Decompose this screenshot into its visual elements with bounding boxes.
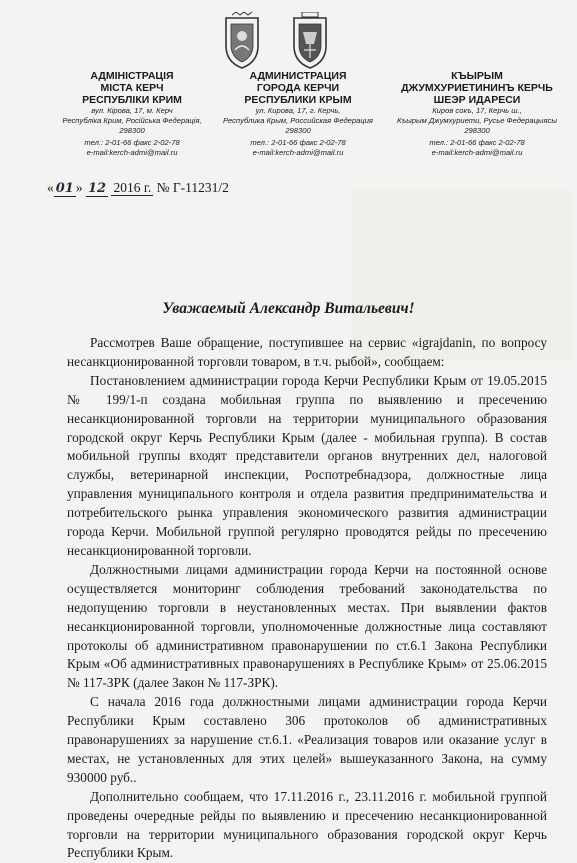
letterhead-line: МІСТА КЕРЧ (100, 82, 164, 94)
letterhead-phone: тел.: 2-01-66 факс 2-02-78 (84, 138, 180, 147)
reference-number: № Г-11231/2 (156, 180, 229, 195)
letterhead-address: Къырым Джумхуриети, Русье Федерацыясы (397, 116, 557, 125)
body-paragraph: Должностными лицами администрации города Керчи на постоянной основе осуществляется мониторинг соблюдения требований законодательства по недопущению торговли в неустановленных местах. При выявлении фактов несанкционированной торговли, уполномоченные должностные лица составляют протоколы об административном правонарушении по ст.6.1 Закона Республики Крым «Об административных правонарушениях в Республике Крым» от 25.06.2015 № 117-ЗРК (далее Закон № 117-ЗРК). (67, 561, 547, 691)
letterhead-zip: 298300 (285, 126, 311, 135)
body-paragraph: Дополнительно сообщаем, что 17.11.2016 г., 23.11.2016 г. мобильной группой проведены очередные рейды по выявлению и пресечению несанкционированной торговли на территории муниципального образования городской округ Керчь Республики Крым. (67, 788, 547, 861)
reference-month: 12 (87, 181, 107, 196)
reference-day: 01 (55, 181, 74, 196)
body-paragraph: Рассмотрев Ваше обращение, поступившее на сервис «igrajdanin, по вопросу несанкционированной торговли товаром, в т.ч. рыбой», сообщаем: (67, 335, 547, 369)
letter-body (67, 334, 547, 863)
reference-line: « 01 » 12 2016 г. № Г-11231/2 (47, 180, 229, 196)
letterhead-russian (214, 70, 382, 158)
letterhead-email: e-mail:kerch-admi@mail.ru (431, 148, 523, 157)
letterhead-zip: 298300 (119, 126, 145, 135)
body-paragraph: С начала 2016 года должностными лицами администрации города Керчи Республики Крым составлено 306 протоколов об административных правонарушениях за нарушение ст.6.1. «Реализация товаров или оказание услуг в местах, не установленных для этих целей» вышеуказанного Закона, на сумму 930000 руб.. (67, 694, 547, 785)
letterhead-crimean-tatar (378, 70, 576, 158)
letterhead-line: АДМІНІСТРАЦІЯ (90, 70, 174, 82)
kerch-coat-of-arms-icon (290, 12, 330, 70)
letterhead-line: ГОРОДА КЕРЧИ (256, 82, 340, 94)
letterhead-line: РЕСПУБЛИКИ КРЫМ (244, 94, 352, 106)
letterhead-line: КЪЫРЫМ (451, 70, 503, 82)
body-paragraph: Постановлением администрации города Керчи Республики Крым от 19.05.2015 № 199/1-п создана мобильная группа по выявлению и пресечению несанкционированной торговли на территории муниципального образования городской округ Керчь Республики Крым (далее - мобильная группа). В состав мобильной группы входят представители органов внутренних дел, налоговой службы, ветеринарной инспекции, Роспотребнадзора, должностные лица управления муниципального контроля и отдела развития предпринимательства и потребительского рынка управления экономического развития администрации города Керчи. Мобильной группой регулярно проводятся рейды по пресечению несанкционированной торговли. (67, 372, 547, 558)
reference-year: 2016 г. (113, 180, 152, 195)
greeting: Уважаемый Александр Витальевич! (162, 300, 415, 317)
letterhead-address: Республіка Крим, Російська Федерація, (62, 116, 202, 125)
letterhead-address: Киров сокъ, 17, Керчь ш., (432, 106, 522, 115)
letterhead-address: вул. Кірова, 17, м. Керч (91, 106, 173, 115)
letterhead-line: ДЖУМХУРИЕТИНИНЪ КЕРЧЬ (401, 82, 553, 94)
letterhead-zip: 298300 (464, 126, 490, 135)
letterhead-ukrainian (48, 70, 216, 158)
letterhead-line: ШЕЭР ИДАРЕСИ (433, 94, 521, 106)
letterhead-line: АДМИНИСТРАЦИЯ (249, 70, 347, 82)
letterhead-phone: тел.: 2-01-66 факс 2-02-78 (250, 138, 346, 147)
letterhead-address: Республика Крым, Российская Федерация (223, 116, 373, 125)
letterhead-line: РЕСПУБЛІКИ КРИМ (82, 94, 182, 106)
crimea-coat-of-arms-icon (222, 12, 262, 70)
letterhead-phone: тел.: 2-01-66 факс 2-02-78 (429, 138, 525, 147)
letterhead-address: ул. Кирова, 17, г. Керчь, (255, 106, 341, 115)
letterhead-email: e-mail:kerch-admi@mail.ru (86, 148, 178, 157)
letterhead-email: e-mail:kerch-admi@mail.ru (252, 148, 344, 157)
